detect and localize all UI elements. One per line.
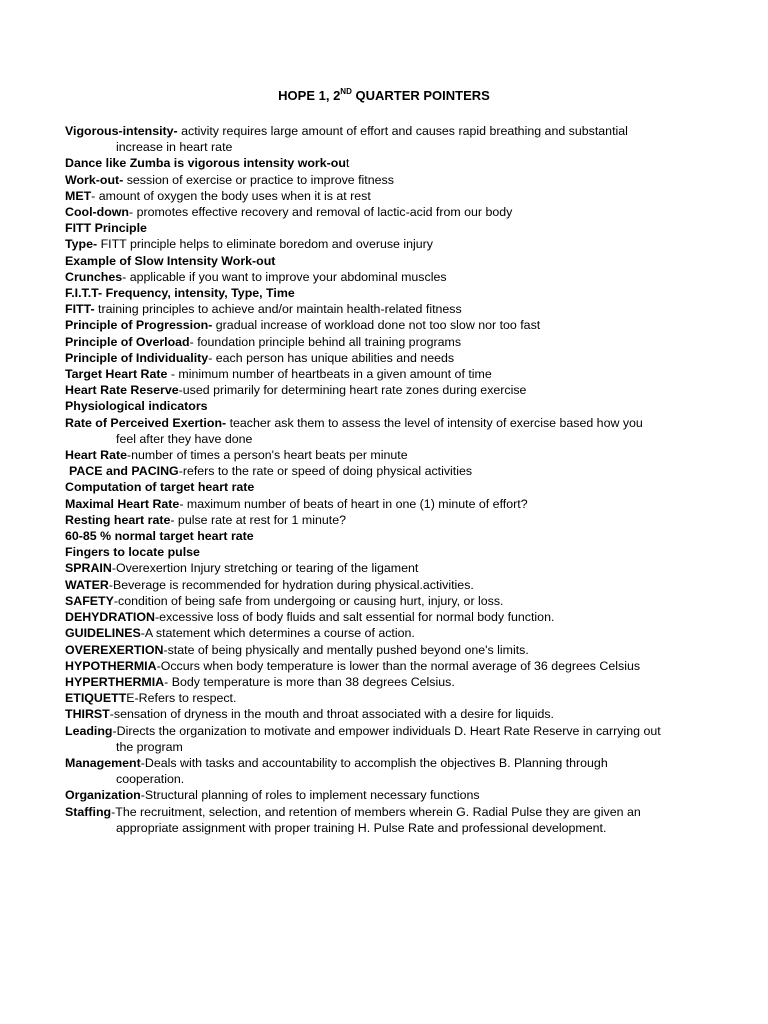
pointer-entry [65,658,665,674]
entry-definition: -sensation of dryness in the mouth and throat associated with a desire for liquids. [109,707,554,722]
pointer-entry [65,512,665,528]
entry-definition: - minimum number of heartbeats in a given amount of time [167,367,492,382]
entry-definition: session of exercise or practice to improve fitness [123,172,394,187]
entry-definition: -Structural planning of roles to implement necessary functions [140,788,480,803]
entry-term: Computation of target heart rate [65,480,255,495]
entry-term: Physiological indicators [65,399,208,414]
pointer-entry [65,382,665,398]
entry-term: Management [65,755,141,770]
title-superscript: ND [340,87,352,96]
entry-definition: - promotes effective recovery and removal of lactic-acid from our body [129,205,513,220]
entry-term: OVEREXERTION [65,642,164,657]
entry-term: WATER [65,577,109,592]
entry-definition: -Deals with tasks and accountability to accomplish the objectives B. Planning through cooperation. [116,755,608,787]
entry-term: FITT- [65,302,95,317]
entry-term: Target Heart Rate [65,367,168,382]
pointer-entry [65,690,665,706]
pointer-entry [65,301,665,317]
entry-term: MET [65,188,92,203]
pointer-entry [65,447,665,463]
entry-definition: - pulse rate at rest for 1 minute? [170,512,346,527]
pointer-entry [65,415,665,447]
entry-definition: -condition of being safe from undergoing or causing hurt, injury, or loss. [113,593,504,608]
entry-term: DEHYDRATION [65,610,155,625]
entry-term: Heart Rate [65,448,127,463]
pointer-entry [65,804,665,836]
entry-definition: -Directs the organization to motivate and empower individuals D. Heart Rate Reserve in carrying out the program [112,723,661,754]
entry-term: THIRST [65,707,110,722]
entry-definition: -Overexertion Injury stretching or tearing of the ligament [111,561,419,576]
entry-definition: - amount of oxygen the body uses when it is at rest [91,188,371,203]
pointer-entry [65,625,665,641]
entry-term: SAFETY [65,593,114,608]
pointer-entry [65,350,665,366]
entry-term: Dance like Zumba is vigorous intensity work-ou [65,156,346,171]
entry-term: Cool-down [65,205,129,220]
pointer-entry [65,479,665,495]
entry-definition: -used primarily for determining heart rate zones during exercise [178,383,527,398]
pointer-entry [65,544,665,560]
pointer-entry [65,236,665,252]
entry-definition: - each person has unique abilities and needs [208,350,455,365]
entry-term: Principle of Overload [65,334,190,349]
pointer-entry [65,317,665,333]
pointer-entry [65,334,665,350]
pointer-entry [65,560,665,576]
pointer-entry [65,723,665,755]
entry-term: Rate of Perceived Exertion- [65,415,227,430]
pointer-entry [65,155,665,171]
pointer-entry [65,398,665,414]
entry-term: Work-out- [65,172,124,187]
entry-definition: -The recruitment, selection, and retention of members wherein G. Radial Pulse they are given an appropriate assignment with proper training H. Pulse Rate and professional development. [111,804,641,835]
entry-term: ETIQUETT [65,691,127,706]
entry-definition: - foundation principle behind all training programs [189,334,462,349]
entry-term: Staffing [65,804,112,819]
pointer-entry [65,253,665,269]
entry-term: Principle of Individuality [65,350,209,365]
pointer-entry [65,204,665,220]
entry-definition: activity requires large amount of effort and causes rapid breathing and substantial increase in heart rate [116,124,628,155]
entry-definition: teacher ask them to assess the level of intensity of exercise based how you feel after they have done [116,415,643,446]
entry-definition: E-Refers to respect. [126,691,237,706]
pointer-entry [65,642,665,658]
entry-definition: - applicable if you want to improve your abdominal muscles [122,269,447,284]
pointer-entry [65,609,665,625]
entry-definition: -refers to the rate or speed of doing physical activities [178,464,473,479]
entry-term: Heart Rate Reserve [65,383,179,398]
entry-definition: -Occurs when body temperature is lower than the normal average of 36 degrees Celsius [156,658,641,673]
entry-definition: t [345,156,350,171]
entry-term: Crunches [65,269,123,284]
pointer-entry [65,188,665,204]
entry-definition: - maximum number of beats of heart in one (1) minute of effort? [179,496,528,511]
pointer-entry [65,220,665,236]
entry-term: Resting heart rate [65,512,171,527]
entry-definition: training principles to achieve and/or maintain health-related fitness [94,302,462,317]
pointer-entry [65,706,665,722]
entry-term: SPRAIN [65,561,112,576]
pointer-entry [65,593,665,609]
entry-term: HYPERTHERMIA [65,674,165,689]
entry-term: Organization [65,788,141,803]
pointer-entry [65,285,665,301]
pointer-entry [65,172,665,188]
document-title [0,88,768,104]
pointer-entry [65,123,665,155]
pointer-entry [65,755,665,787]
entry-definition: -Beverage is recommended for hydration during physical.activities. [108,577,474,592]
pointer-entry [65,366,665,382]
entry-term: HYPOTHERMIA [65,658,157,673]
pointer-entry [65,674,665,690]
entry-term: F.I.T.T- Frequency, intensity, Type, Time [65,286,295,301]
pointer-entry [65,463,665,479]
entry-term: Leading [65,723,113,738]
entry-term: Example of Slow Intensity Work-out [65,253,276,268]
pointer-entry [65,528,665,544]
entry-definition: - Body temperature is more than 38 degrees Celsius. [164,674,455,689]
pointer-entry [65,577,665,593]
entry-term: 60-85 % normal target heart rate [65,529,254,544]
title-suffix: QUARTER POINTERS [351,88,490,103]
pointer-entry [65,787,665,803]
entry-term: Fingers to locate pulse [65,545,200,560]
entry-term: Type- [65,237,98,252]
entry-definition: -A statement which determines a course of action. [140,626,415,641]
pointer-list [65,123,665,836]
entry-term: Principle of Progression- [65,318,213,333]
entry-term: FITT Principle [65,221,147,236]
entry-term: GUIDELINES [65,626,141,641]
title-prefix: HOPE 1, 2 [278,88,341,103]
entry-term: Vigorous-intensity- [65,124,178,138]
entry-definition: -number of times a person's heart beats per minute [126,448,408,463]
entry-definition: -state of being physically and mentally pushed beyond one's limits. [163,642,529,657]
entry-term: PACE and PACING [69,464,179,479]
pointer-entry [65,269,665,285]
entry-term: Maximal Heart Rate [65,496,180,511]
pointer-entry [65,496,665,512]
entry-definition: -excessive loss of body fluids and salt essential for normal body function. [154,610,555,625]
entry-definition: FITT principle helps to eliminate boredom and overuse injury [97,237,434,252]
entry-definition: gradual increase of workload done not too slow nor too fast [212,318,541,333]
